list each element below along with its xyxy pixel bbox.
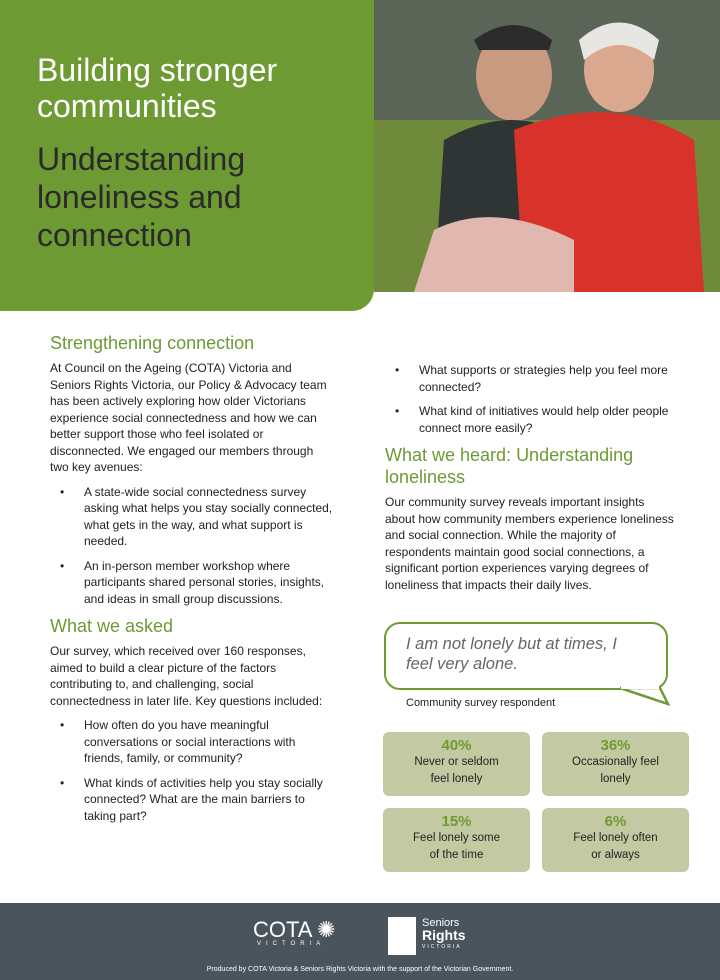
right-column (385, 362, 675, 601)
srv-logo-text: Seniors (422, 917, 460, 929)
stat-percent: 15% (441, 813, 472, 830)
stat-label: Feel lonely often or always (573, 832, 658, 861)
srv-logo (388, 917, 466, 955)
list-item: • What supports or strategies help you feel more connected? (385, 362, 675, 395)
left-column (50, 332, 334, 832)
stat-card (542, 808, 689, 872)
cota-logo-sub: VICTORIA (257, 941, 326, 947)
page-subtitle: Understanding loneliness and connection (37, 141, 246, 253)
stat-percent: 36% (600, 737, 631, 754)
hero-photo (374, 0, 720, 292)
paragraph: Our community survey reveals important insights about how community members experience loneliness and social connection. While the majority of respondents maintain good social connections, a significant portion experiences varying degrees of loneliness that impacts their daily lives. (385, 495, 674, 592)
stat-card (383, 732, 530, 796)
stat-percent: 6% (604, 813, 627, 830)
quote-bubble (384, 622, 668, 690)
list-item: • What kinds of activities help you stay socially connected? What are the main barriers to taking part? (50, 775, 334, 825)
stat-card (542, 732, 689, 796)
stat-card (383, 808, 530, 872)
srv-logo-text: Rights (422, 927, 466, 943)
list-item: • What kind of initiatives would help older people connect more easily? (385, 403, 675, 436)
footer-note: Produced by COTA Victoria & Seniors Rights Victoria with the support of the Victorian Government. (206, 966, 514, 973)
paragraph: At Council on the Ageing (COTA) Victoria and Seniors Rights Victoria, our Policy & Advocacy team has been actively exploring how older Victorians experience social connectedness and how we can better support those who feel isolated or disconnected. We engaged our members through two key avenues: (50, 361, 327, 474)
bullet-list (50, 717, 334, 824)
page-title: Building stronger communities (37, 52, 278, 124)
section-heading: What we asked (50, 616, 174, 636)
quote-attribution: Community survey respondent (406, 697, 556, 709)
speech-tail-icon (620, 686, 670, 706)
srv-mark-icon (388, 917, 416, 955)
hero-banner (0, 0, 374, 311)
stat-label: Occasionally feel lonely (572, 756, 659, 785)
bullet-list (50, 484, 334, 608)
stat-percent: 40% (441, 737, 472, 754)
cota-logo-text: COTA (253, 917, 313, 942)
list-item: • How often do you have meaningful conversations or social interactions with friends, family, or community? (50, 717, 334, 767)
couple-photo-illustration (374, 0, 720, 292)
stat-label: Feel lonely some of the time (413, 832, 500, 861)
cota-sunburst-icon: ✺ (316, 917, 336, 942)
section-heading: Strengthening connection (50, 333, 255, 353)
quote-text: I am not lonely but at times, I feel very alone. (406, 635, 617, 673)
footer (0, 903, 720, 980)
cota-logo (253, 917, 335, 947)
bullet-list (385, 362, 675, 436)
section-heading: What we heard: Understanding loneliness (385, 445, 634, 487)
list-item: • An in-person member workshop where participants shared personal stories, insights, and ideas in small group discussions. (50, 558, 334, 608)
stat-label: Never or seldom feel lonely (414, 756, 499, 785)
paragraph: Our survey, which received over 160 responses, aimed to build a clear picture of the factors contributing to, and challenging, social connectedness in later life. Key questions included: (50, 644, 323, 708)
list-item: • A state-wide social connectedness survey asking what helps you stay socially connected, what gets in the way, and what support is needed. (50, 484, 334, 550)
srv-logo-sub: VICTORIA (422, 944, 462, 950)
